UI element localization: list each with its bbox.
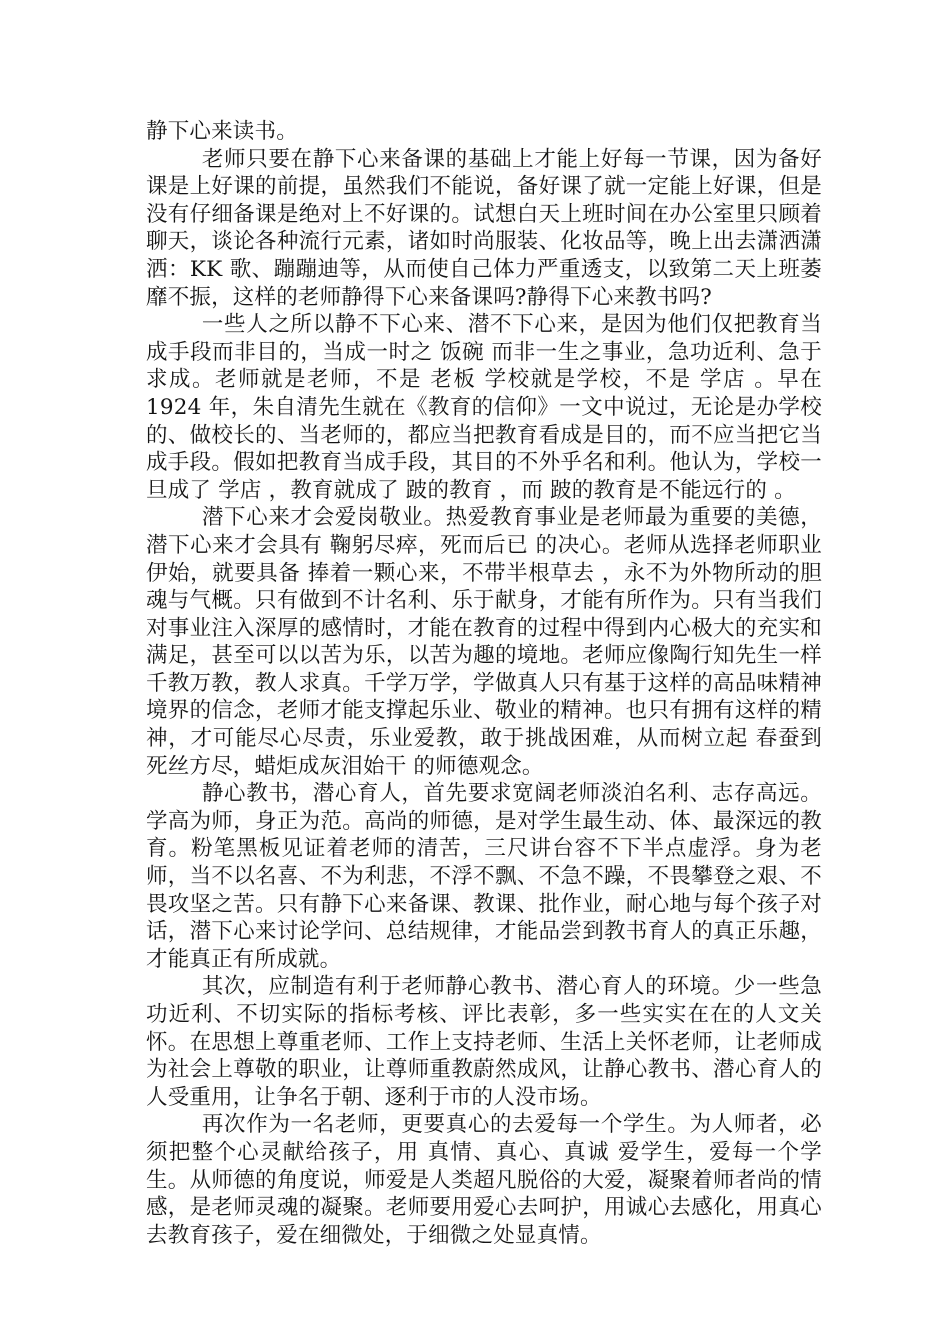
paragraph-2: 老师只要在静下心来备课的基础上才能上好每一节课，因为备好课是上好课的前提，虽然我们不能说，备好课了就一定能上好课，但是没有仔细备课是绝对上不好课的。试想白天上班时间在办公室里只顾着聊天，谈论各种流行元素，诸如时尚服装、化妆品等，晚上出去潇洒潇洒：KK 歌、蹦蹦迪等，从而使自己体力严重透支，以致第二天上班萎靡不振，这样的老师静得下心来备课吗?静得下心来教书吗? [146,146,822,310]
paragraph-6: 其次，应制造有利于老师静心教书、潜心育人的环境。少一些急功近利、不切实际的指标考核、评比表彰，多一些实实在在的人文关怀。在思想上尊重老师、工作上支持老师、生活上关怀老师，让老师成为社会上尊敬的职业，让尊师重教蔚然成风，让静心教书、潜心育人的人受重用，让争名于朝、逐利于市的人没市场。 [146,974,822,1110]
paragraph-7: 再次作为一名老师，更要真心的去爱每一个学生。为人师者，必须把整个心灵献给孩子，用 真情、真心、真诚 爱学生，爱每一个学生。从师德的角度说，师爱是人类超凡脱俗的大爱，凝聚着师者尚的情感，是老师灵魂的凝聚。老师要用爱心去呵护，用诚心去感化，用真心去教育孩子，爱在细微处，于细微之处显真情。 [146,1112,822,1248]
paragraph-3: 一些人之所以静不下心来、潜不下心来，是因为他们仅把教育当成手段而非目的，当成一时之 饭碗 而非一生之事业，急功近利、急于求成。老师就是老师，不是 老板 学校就是学校，不是 学店 。早在 1924 年，朱自清先生就在《教育的信仰》一文中说过，无论是办学校的、做校长的、当老师的，都应当把教育看成是目的，而不应当把它当成手段。假如把教育当成手段，其目的不外乎名和利。他认为，学校一旦成了 学店 ，教育就成了 跛的教育 ，而 跛的教育是不能远行的 。 [146,312,822,503]
document-body [146,118,822,1249]
paragraph-4: 潜下心来才会爱岗敬业。热爱教育事业是老师最为重要的美德，潜下心来才会具有 鞠躬尽瘁，死而后已 的决心。老师从选择老师职业伊始，就要具备 捧着一颗心来，不带半根草去 ，永不为外物所动的胆魂与气概。只有做到不计名利、乐于献身，才能有所作为。只有当我们对事业注入深厚的感情时，才能在教育的过程中得到内心极大的充实和满足，甚至可以以苦为乐，以苦为趣的境地。老师应像陶行知先生一样 千教万教，教人求真。千学万学，学做真人只有基于这样的高品味精神境界的信念，老师才能支撑起乐业、敬业的精神。也只有拥有这样的精神，才可能尽心尽责，乐业爱教，敢于挑战困难，从而树立起 春蚕到死丝方尽，蜡炬成灰泪始干 的师德观念。 [146,505,822,779]
paragraph-1: 静下心来读书。 [146,119,298,144]
paragraph-5: 静心教书，潜心育人，首先要求宽阔老师淡泊名利、志存高远。学高为师，身正为范。高尚的师德，是对学生最生动、体、最深远的教育。粉笔黑板见证着老师的清苦，三尺讲台容不下半点虚浮。身为老师，当不以名喜、不为利悲，不浮不飘、不急不躁，不畏攀登之艰、不畏攻坚之苦。只有静下心来备课、教课、批作业，耐心地与每个孩子对话，潜下心来讨论学问、总结规律，才能品尝到教书育人的真正乐趣，才能真正有所成就。 [146,781,822,972]
